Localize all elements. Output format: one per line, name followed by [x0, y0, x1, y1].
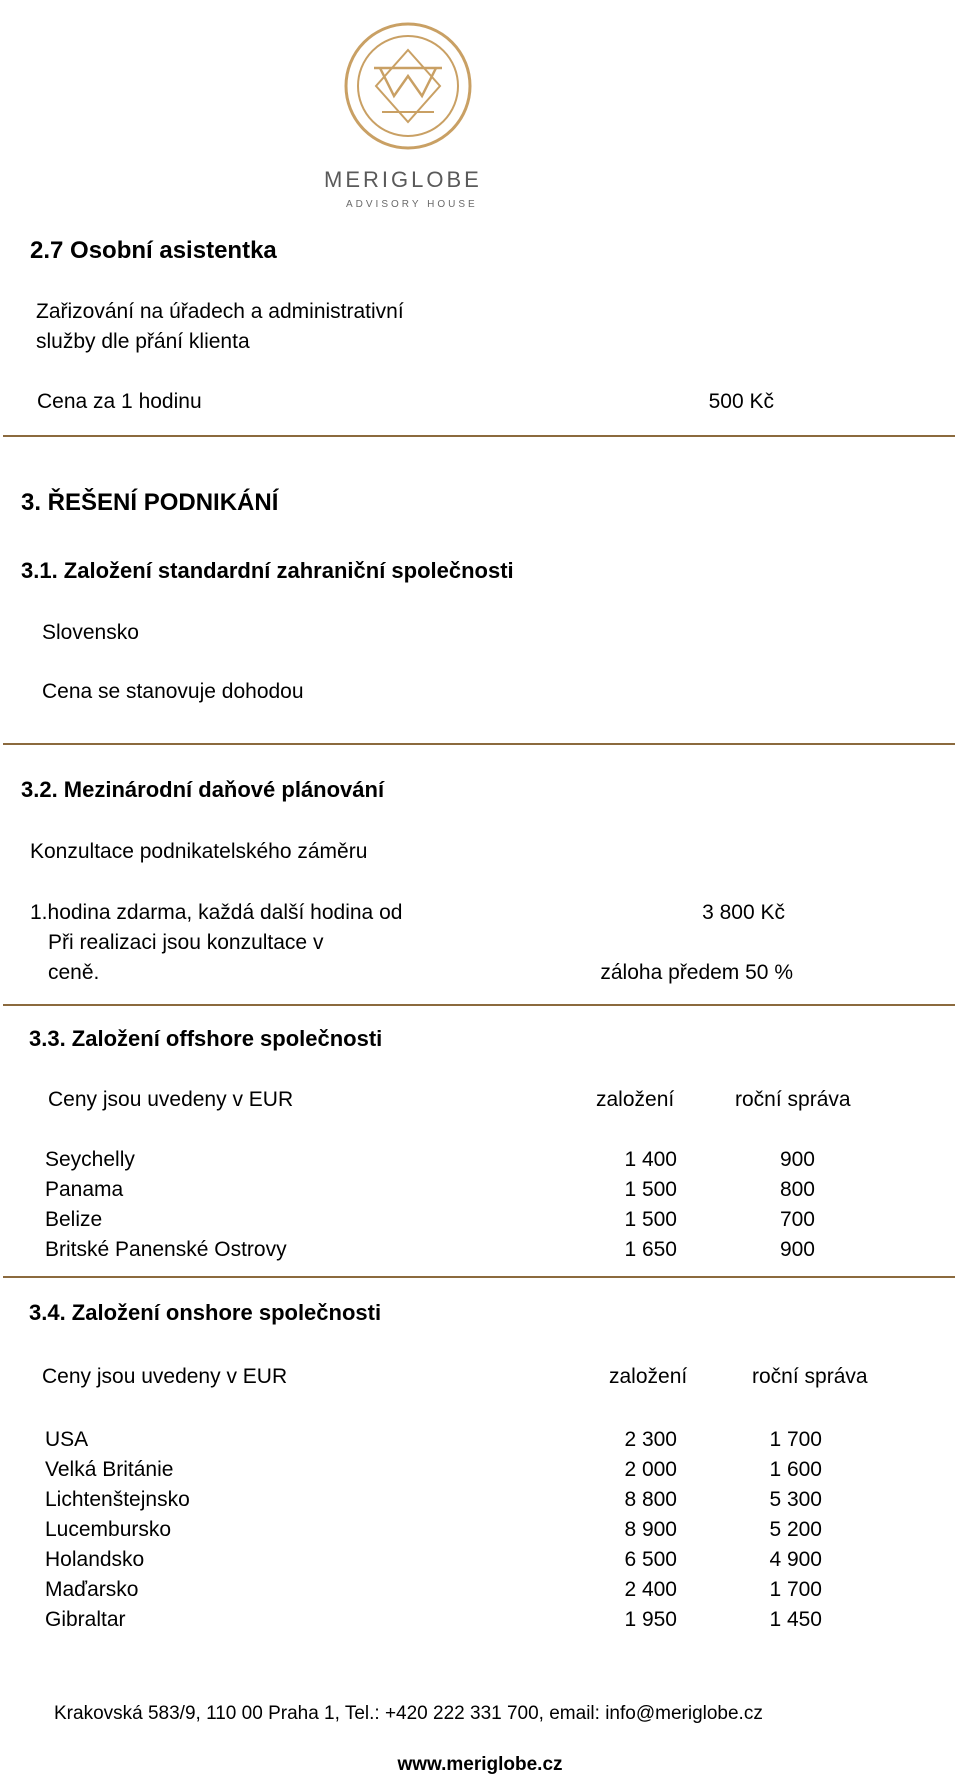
table-row-setup: 2 400 [624, 1578, 677, 1601]
assistant-description-line1: Zařizování na úřadech a administrativní [36, 300, 404, 323]
section-divider [3, 1276, 955, 1278]
table-row-annual: 1 600 [769, 1458, 822, 1481]
section-divider [3, 435, 955, 437]
table-row-annual: 800 [779, 1178, 815, 1201]
table-row-setup: 8 900 [624, 1518, 677, 1541]
table-row-annual: 900 [779, 1148, 815, 1171]
table-row-country: Britské Panenské Ostrovy [45, 1238, 287, 1261]
consulting-subtitle: Konzultace podnikatelského záměru [30, 840, 368, 863]
offshore-col-setup: založení [596, 1088, 675, 1111]
table-row-country: Gibraltar [45, 1608, 126, 1631]
heading-zalozeni-standardni: 3.1. Založení standardní zahraniční společnosti [21, 558, 514, 583]
consulting-line2: Při realizaci jsou konzultace v [48, 931, 324, 954]
table-row-country: Holandsko [45, 1548, 145, 1571]
heading-onshore: 3.4. Založení onshore společnosti [29, 1300, 382, 1325]
table-row-country: Maďarsko [45, 1578, 139, 1601]
table-row-setup: 1 400 [624, 1148, 677, 1171]
table-row-country: Belize [45, 1208, 103, 1231]
table-row-setup: 1 950 [624, 1608, 677, 1631]
table-row-annual: 900 [779, 1238, 815, 1261]
table-row-annual: 1 700 [769, 1428, 822, 1451]
table-row-annual: 700 [779, 1208, 815, 1231]
country-slovensko: Slovensko [42, 621, 139, 644]
table-row-annual: 5 300 [769, 1488, 822, 1511]
brand-name: MERIGLOBE [324, 167, 482, 192]
consulting-line3: ceně. [48, 961, 100, 984]
table-row-country: Panama [45, 1178, 124, 1201]
assistant-price-label: Cena za 1 hodinu [37, 390, 202, 413]
brand-tagline: ADVISORY HOUSE [346, 199, 478, 210]
heading-osobni-asistentka: 2.7 Osobní asistentka [30, 237, 277, 264]
table-row-annual: 4 900 [769, 1548, 822, 1571]
heading-danove-planovani: 3.2. Mezinárodní daňové plánování [21, 777, 385, 802]
price-by-agreement: Cena se stanovuje dohodou [42, 680, 304, 703]
table-row-setup: 2 000 [624, 1458, 677, 1481]
table-row-setup: 1 500 [624, 1178, 677, 1201]
section-divider [3, 743, 955, 745]
table-row-country: Lichtenštejnsko [45, 1488, 190, 1511]
table-row-setup: 1 500 [624, 1208, 677, 1231]
table-row-setup: 2 300 [624, 1428, 677, 1451]
footer-contact: Krakovská 583/9, 110 00 Praha 1, Tel.: +420 222 331 700, email: info@meriglobe.cz [54, 1703, 763, 1724]
assistant-description-line2: služby dle přání klienta [36, 330, 250, 353]
table-row-setup: 1 650 [624, 1238, 677, 1261]
section-divider [3, 1004, 955, 1006]
table-row-annual: 1 450 [769, 1608, 822, 1631]
offshore-col-annual: roční správa [735, 1088, 851, 1111]
table-row-country: Lucembursko [45, 1518, 172, 1541]
consulting-line1: 1.hodina zdarma, každá další hodina od [30, 901, 403, 924]
heading-offshore: 3.3. Založení offshore společnosti [29, 1026, 383, 1051]
table-row-annual: 5 200 [769, 1518, 822, 1541]
table-row-country: Seychelly [45, 1148, 135, 1171]
assistant-price-value: 500 Kč [708, 390, 774, 413]
onshore-col-setup: založení [609, 1365, 688, 1388]
onshore-currency-label: Ceny jsou uvedeny v EUR [42, 1365, 288, 1388]
consulting-price: 3 800 Kč [702, 901, 785, 924]
onshore-col-annual: roční správa [752, 1365, 868, 1388]
table-row-annual: 1 700 [769, 1578, 822, 1601]
table-row-setup: 6 500 [624, 1548, 677, 1571]
table-row-setup: 8 800 [624, 1488, 677, 1511]
consulting-deposit: záloha předem 50 % [600, 961, 793, 984]
table-row-country: USA [45, 1428, 89, 1451]
heading-reseni-podnikani: 3. ŘEŠENÍ PODNIKÁNÍ [21, 489, 279, 516]
table-row-country: Velká Británie [45, 1458, 174, 1481]
footer-website-link[interactable]: www.meriglobe.cz [397, 1754, 563, 1775]
offshore-currency-label: Ceny jsou uvedeny v EUR [48, 1088, 294, 1111]
